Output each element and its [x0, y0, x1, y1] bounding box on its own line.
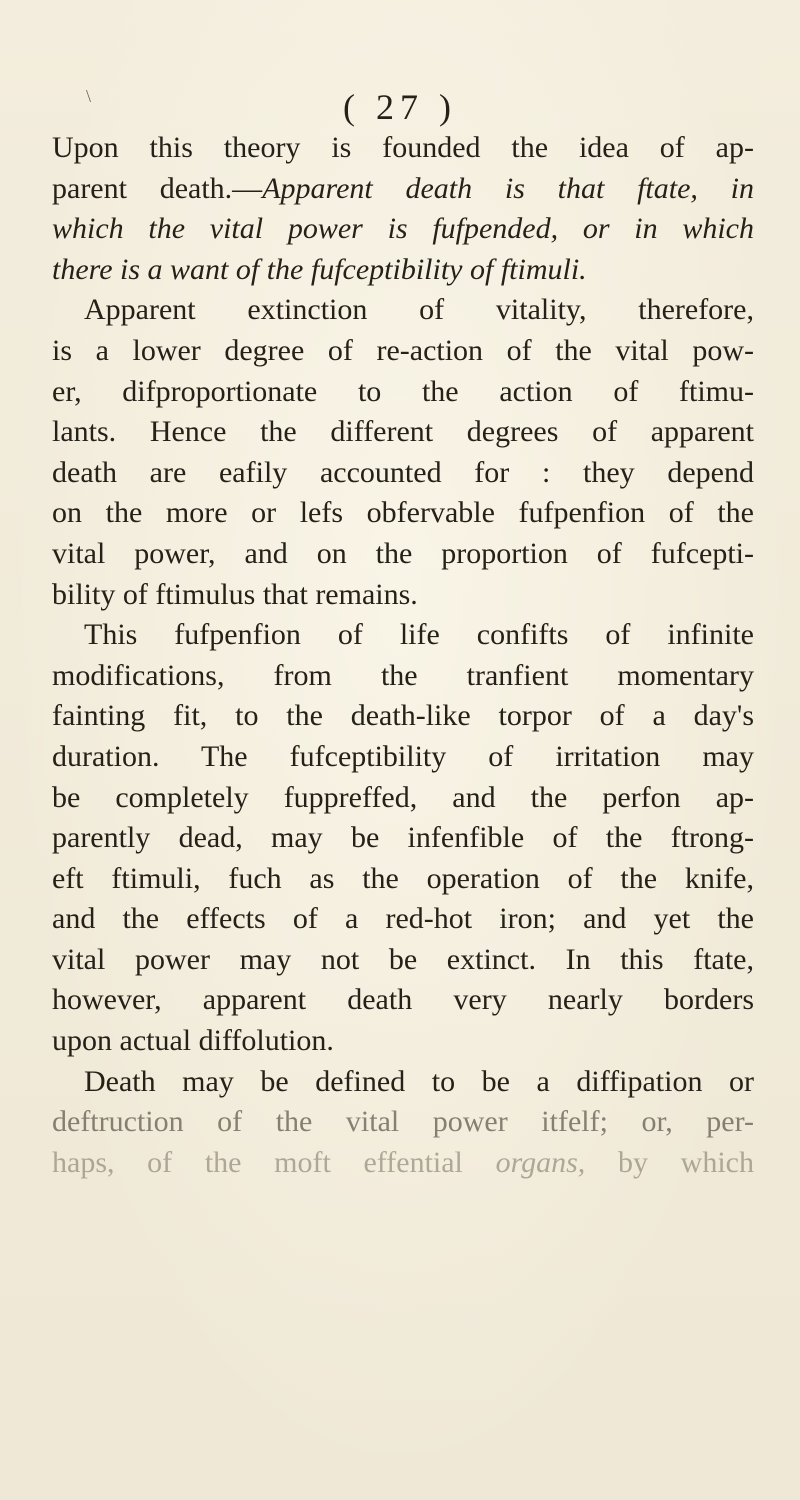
- text-line: [52, 575, 754, 616]
- text-line: [52, 453, 754, 494]
- body-text: [52, 128, 754, 1183]
- text-run: bility of ftimulus that remains.: [52, 577, 418, 611]
- text-line: [52, 940, 754, 981]
- text-run: by which: [585, 1145, 754, 1179]
- text-run: modifications, from the tranfient momentary: [52, 658, 754, 692]
- text-run: haps, of the moft effential: [52, 1145, 496, 1179]
- text-run: This fufpenfion of life confifts of infinite: [84, 618, 754, 652]
- text-line: [52, 778, 754, 819]
- text-run: however, apparent death very nearly borders: [52, 983, 754, 1017]
- text-run: lants. Hence the different degrees of apparent: [52, 415, 754, 449]
- text-run: fainting fit, to the death-like torpor of a day's: [52, 699, 754, 733]
- text-line: [52, 615, 754, 656]
- text-line: [52, 128, 754, 169]
- text-run: death are eafily accounted for : they depend: [52, 455, 754, 489]
- italic-text: which the vital power is fufpended, or in which: [52, 212, 754, 246]
- text-line: [52, 290, 754, 331]
- text-line: [52, 331, 754, 372]
- text-line: [52, 250, 754, 291]
- text-run: parently dead, may be infenfible of the ftrong-: [52, 821, 754, 855]
- margin-mark: \: [86, 86, 92, 106]
- text-run: parent death.—: [52, 171, 263, 205]
- text-line: [52, 493, 754, 534]
- text-run: vital power may not be extinct. In this ftate,: [52, 942, 754, 976]
- text-line: [52, 980, 754, 1021]
- text-line: [52, 656, 754, 697]
- text-run: Apparent extinction of vitality, therefore,: [84, 293, 754, 327]
- text-run: be completely fuppreffed, and the perfon ap-: [52, 780, 754, 814]
- text-run: upon actual diffolution.: [52, 1024, 334, 1058]
- text-line: [52, 818, 754, 859]
- page-number: ( 27 ): [343, 87, 457, 127]
- text-run: vital power, and on the proportion of fufcepti-: [52, 536, 754, 570]
- text-line: [52, 1143, 754, 1184]
- text-line: [52, 412, 754, 453]
- text-line: [52, 1102, 754, 1143]
- text-line: [52, 209, 754, 250]
- text-line: [52, 859, 754, 900]
- text-line: [52, 899, 754, 940]
- text-run: on the more or lefs obfervable fufpenfion of the: [52, 496, 754, 530]
- text-run: er, difproportionate to the action of ftimu-: [52, 374, 754, 408]
- text-run: Upon this theory is founded the idea of ap-: [52, 131, 754, 164]
- text-line: [52, 1062, 754, 1103]
- text-line: [52, 169, 754, 210]
- text-line: [52, 372, 754, 413]
- text-run: is a lower degree of re-action of the vital pow-: [52, 333, 754, 367]
- text-run: Death may be defined to be a diffipation or: [84, 1064, 754, 1098]
- text-line: [52, 534, 754, 575]
- text-run: eft ftimuli, fuch as the operation of the knife,: [52, 861, 754, 895]
- text-run: deftruction of the vital power itfelf; or, per-: [52, 1105, 754, 1139]
- text-run: duration. The fufceptibility of irritation may: [52, 739, 754, 773]
- italic-text: organs,: [495, 1145, 586, 1179]
- text-line: [52, 737, 754, 778]
- italic-text: Apparent death is that ftate, in: [262, 171, 754, 205]
- text-line: [52, 696, 754, 737]
- text-run: and the effects of a red-hot iron; and yet the: [52, 902, 754, 936]
- italic-text: there is a want of the fufceptibility of ftimuli.: [52, 252, 587, 286]
- text-line: [52, 1021, 754, 1062]
